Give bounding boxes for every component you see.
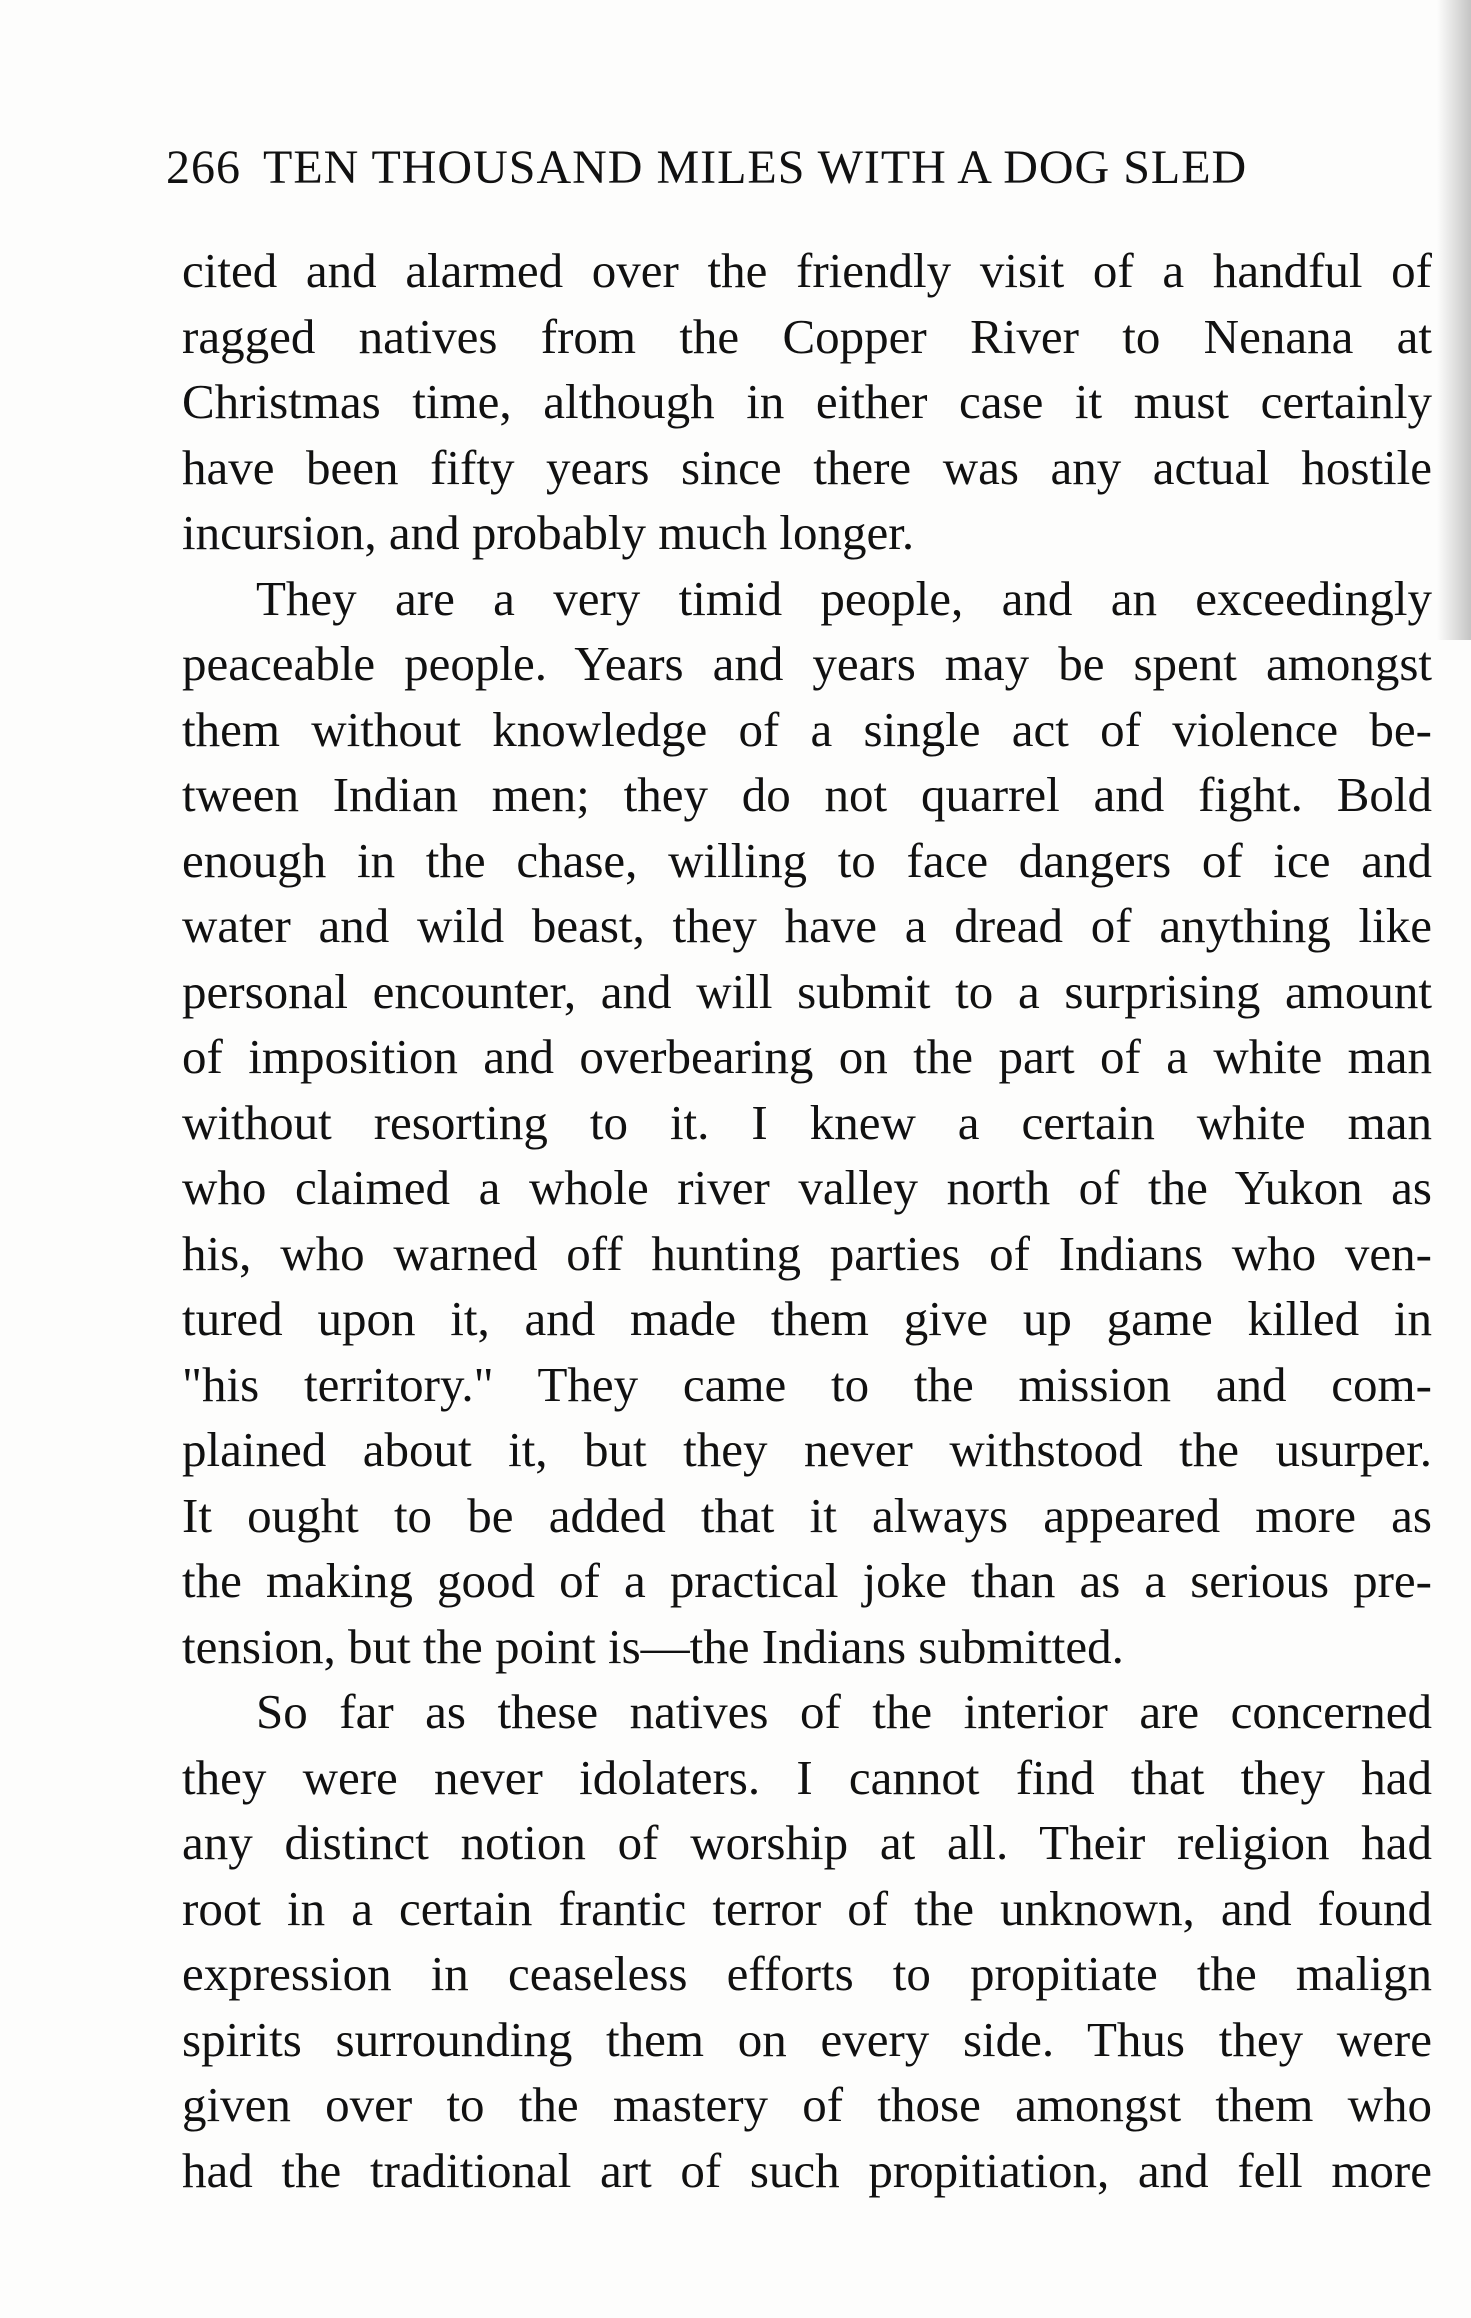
text-line: cited and alarmed over the friendly visit of a handful of (182, 243, 1432, 298)
paragraph (182, 1679, 1432, 2203)
text-line: water and wild beast, they have a dread of anything like (182, 898, 1432, 953)
text-line: had the traditional art of such propitiation, and fell more (182, 2142, 1432, 2198)
text-line: "his territory." They came to the mission and com- (182, 1356, 1432, 1412)
text-line: So far as these natives of the interior are concerned (256, 1684, 1432, 1739)
text-line: tween Indian men; they do not quarrel and fight. Bold (182, 767, 1432, 822)
text-line: incursion, and probably much longer. (182, 505, 915, 560)
page-number: 266 (166, 141, 241, 194)
text-line: his, who warned off hunting parties of Indians who ven- (182, 1225, 1432, 1281)
text-line: expression in ceaseless efforts to propitiate the malign (182, 1946, 1432, 2001)
text-line: of imposition and overbearing on the part of a white man (182, 1029, 1432, 1084)
text-line: Christmas time, although in either case it must certainly (182, 374, 1432, 429)
text-line: It ought to be added that it always appeared more as (182, 1487, 1432, 1543)
text-line: personal encounter, and will submit to a surprising amount (182, 963, 1432, 1019)
body-text (182, 238, 1432, 2203)
text-line: tension, but the point is—the Indians submitted. (182, 1618, 1124, 1674)
text-line: any distinct notion of worship at all. Their religion had (182, 1815, 1432, 1870)
running-title: TEN THOUSAND MILES WITH A DOG SLED (263, 141, 1248, 194)
text-line: who claimed a whole river valley north of the Yukon as (182, 1160, 1432, 1215)
text-line: They are a very timid people, and an exceedingly (256, 570, 1432, 626)
text-line: the making good of a practical joke than as a serious pre- (182, 1553, 1432, 1608)
text-line: without resorting to it. I knew a certain white man (182, 1094, 1432, 1150)
text-line: spirits surrounding them on every side. Thus they were (182, 2011, 1432, 2067)
text-line: enough in the chase, willing to face dangers of ice and (182, 832, 1432, 888)
text-line: tured upon it, and made them give up game killed in (182, 1291, 1432, 1346)
text-line: them without knowledge of a single act of violence be- (182, 701, 1432, 757)
text-line: ragged natives from the Copper River to Nenana at (182, 308, 1432, 364)
text-line: plained about it, but they never withstood the usurper. (182, 1422, 1432, 1477)
text-line: root in a certain frantic terror of the unknown, and found (182, 1880, 1432, 1936)
page-edge-shadow (1437, 0, 1471, 640)
running-head (166, 140, 1436, 196)
paragraph (182, 566, 1432, 1680)
text-line: they were never idolaters. I cannot find that they had (182, 1749, 1432, 1805)
paragraph (182, 238, 1432, 566)
text-line: peaceable people. Years and years may be spent amongst (182, 636, 1432, 691)
text-line: given over to the mastery of those amongst them who (182, 2077, 1432, 2132)
text-line: have been fifty years since there was any actual hostile (182, 439, 1432, 495)
